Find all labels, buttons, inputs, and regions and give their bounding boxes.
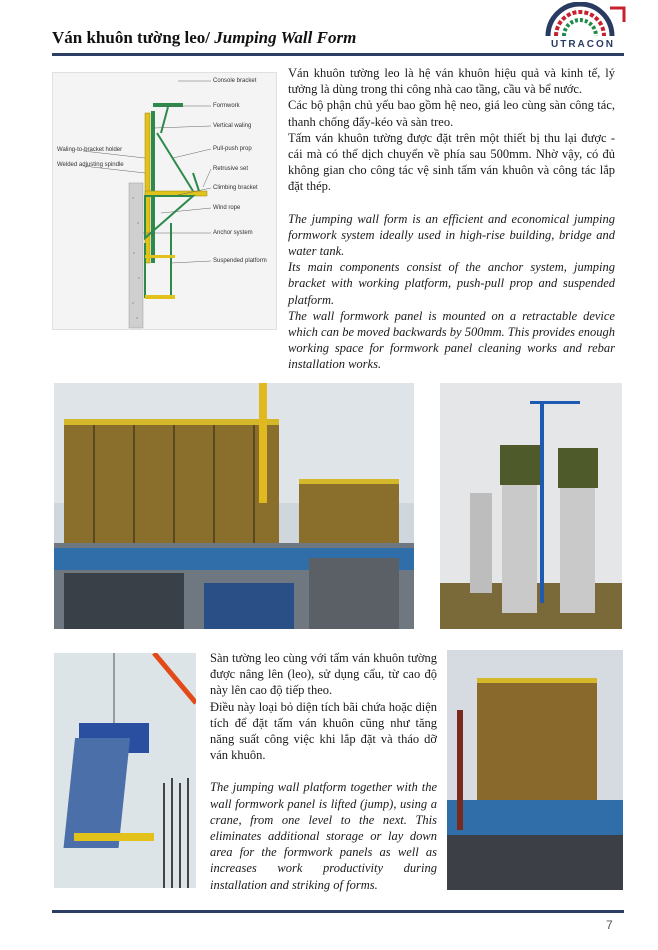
intro-vn-3: Tấm ván khuôn tường được đặt trên một thiết bị thu lại được - cái mà có thể dịch chuyển về phía sau 500mm. Nhờ vậy, có đủ không gian cho công tác vệ sinh tấm ván khuôn và công tác lắp đặt thép. (288, 130, 615, 194)
lower-en-1: The jumping wall platform together with the wall formwork panel is lifted (jump), using a crane, from one level to the next. This eliminates additional storage or lay down area for the formwork panels as well as increases work productivity during installation and striking of forms. (210, 780, 437, 892)
intro-text (288, 65, 615, 373)
photo-site-formwork (447, 650, 623, 890)
label-waling-holder: Waling-to-bracket holder (57, 147, 123, 153)
label-suspended-platform: Suspended platform (213, 258, 267, 264)
lower-vn-2: Điều này loại bỏ diện tích bãi chứa hoặc diện tích để đặt tấm ván khuôn cũng như tăng năng suất công việc khi lắp đặt và tháo dỡ ván khuôn. (210, 699, 437, 763)
diagram-drawing (53, 73, 278, 331)
photo-towers (440, 383, 622, 629)
label-climbing-bracket: Climbing bracket (213, 185, 258, 191)
label-vertical-waling: Vertical waling (213, 123, 252, 129)
photo-building-formwork (54, 383, 414, 629)
intro-en-2: Its main components consist of the anchor system, jumping bracket with working platform, push-pull prop and suspended platform. (288, 260, 615, 307)
page-title-vn: Ván khuôn tường leo/ (52, 28, 215, 47)
label-pull-push-prop: Pull-push prop (213, 146, 252, 152)
intro-vn-2: Các bộ phận chủ yếu bao gồm hệ neo, giá leo cùng sàn công tác, thanh chống đẩy-kéo và sàn treo. (288, 98, 615, 129)
jumping-form-diagram (52, 72, 277, 330)
page-title-en: Jumping Wall Form (214, 28, 357, 47)
page-title (52, 28, 356, 48)
footer-divider (52, 910, 624, 913)
logo-text: UTRACON (551, 39, 615, 50)
label-retrusive-set: Retrusive set (213, 166, 249, 172)
label-spindle: Welded adjusting spindle (57, 162, 124, 168)
lower-text (210, 650, 437, 893)
label-console-bracket: Console bracket (213, 78, 257, 84)
intro-en-1: The jumping wall form is an efficient and economical jumping formwork system ideally used in high-rise building, bridge and water tank. (288, 211, 615, 259)
photo-crane-lift (54, 653, 196, 888)
intro-vn-1: Ván khuôn tường leo là hệ ván khuôn hiệu quả và kinh tế, lý tưởng là dùng trong thi công nhà cao tầng, cầu và bể nước. (288, 66, 615, 97)
header-divider (52, 53, 624, 56)
utracon-logo (540, 2, 626, 54)
lower-vn-1: Sàn tường leo cùng với tấm ván khuôn tường được nâng lên (leo), sử dụng cẩu, từ cao độ này lên cao độ tiếp theo. (210, 651, 437, 698)
label-wind-rope: Wind rope (213, 205, 241, 211)
page-number: 7 (606, 918, 613, 932)
label-formwork: Formwork (213, 103, 240, 109)
intro-en-3: The wall formwork panel is mounted on a retractable device which can be moved backwards by 500mm. This provides enough working space for formwork panel cleaning works and rebar installation works. (288, 308, 615, 372)
logo-arcs-icon (540, 2, 626, 40)
label-anchor-system: Anchor system (213, 230, 253, 236)
